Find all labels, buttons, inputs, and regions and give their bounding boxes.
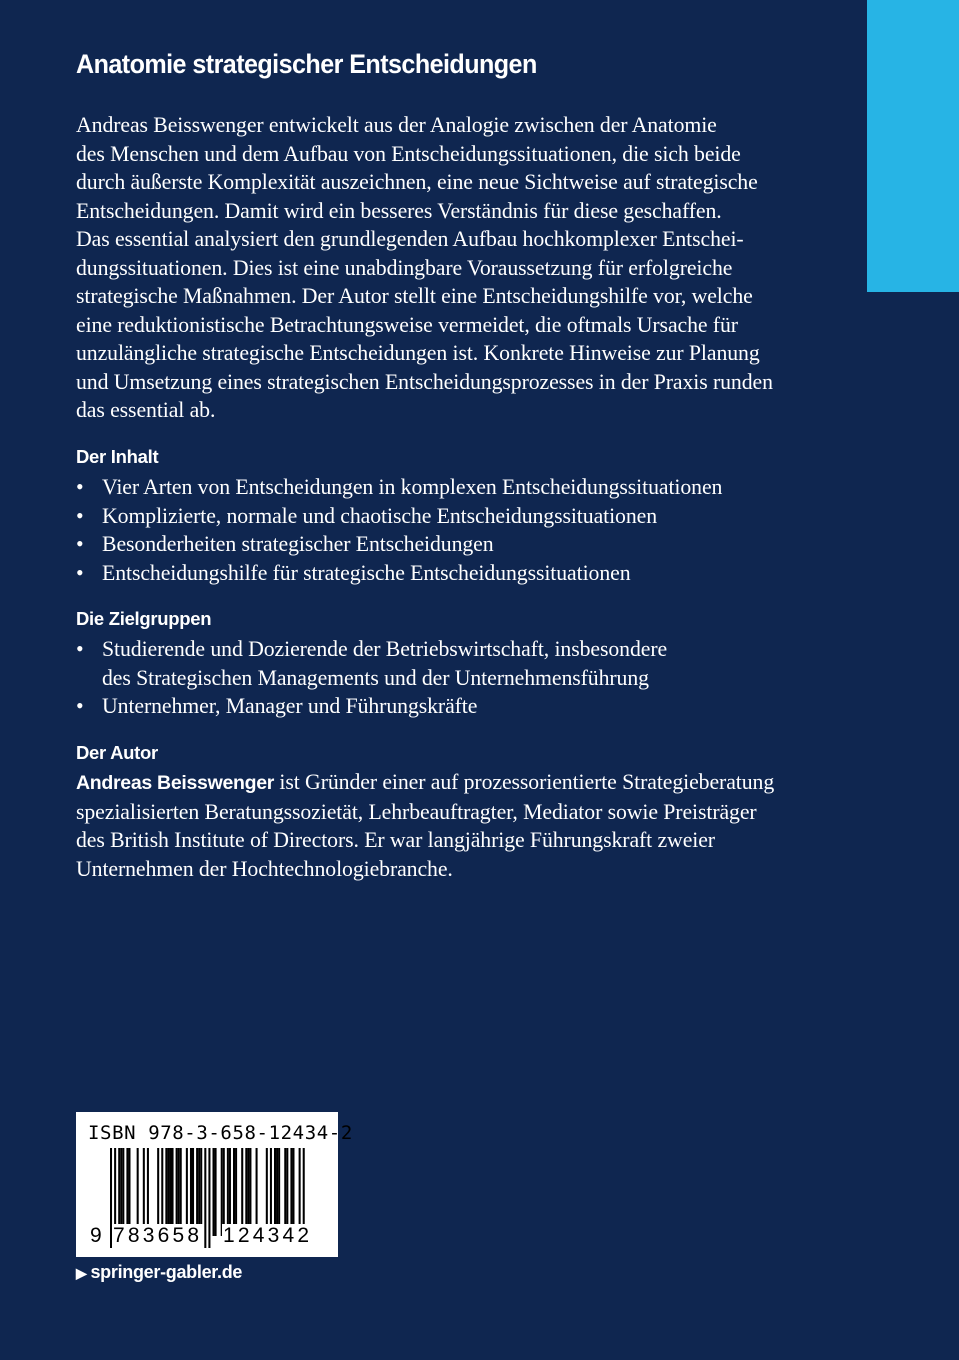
barcode-bar bbox=[128, 1148, 130, 1236]
barcode-bar bbox=[208, 1148, 210, 1248]
description-line: eine reduktionistische Betrachtungsweise vermeidet, die oftmals Ursache für bbox=[76, 312, 738, 337]
barcode-bar bbox=[161, 1148, 163, 1236]
barcode-bar bbox=[223, 1148, 225, 1236]
barcode-bar bbox=[278, 1148, 280, 1236]
zielgruppen-item: • Unternehmer, Manager und Führungskräfte bbox=[76, 692, 816, 721]
author-line: spezialisierten Beratungssozietät, Lehrbeauftragter, Mediator sowie Preisträger bbox=[76, 799, 757, 824]
barcode-bar bbox=[249, 1148, 251, 1236]
barcode-bar bbox=[169, 1148, 171, 1236]
bullet-icon: • bbox=[76, 532, 84, 556]
barcode-bar bbox=[270, 1148, 272, 1236]
author-bio: Andreas Beisswenger ist Gründer einer auf prozessorientierte Strategieberatung spezialisierten Beratungssozietät, Lehrbeauftragter, Mediator sowie Preisträger des British Institute of Directors. Er war langjährige Führungskraft zweier Unternehmen der Hochtechnologiebranche. bbox=[76, 768, 816, 883]
barcode-bar bbox=[143, 1148, 145, 1236]
barcode-bar bbox=[245, 1148, 247, 1236]
inhalt-item: • Vier Arten von Entscheidungen in komplexen Entscheidungssituationen bbox=[76, 473, 816, 502]
barcode-bar bbox=[227, 1148, 229, 1236]
inhalt-item: • Besonderheiten strategischer Entscheidungen bbox=[76, 530, 816, 559]
description-line: Das essential analysiert den grundlegenden Aufbau hochkomplexer Entschei- bbox=[76, 227, 744, 251]
barcode-bar bbox=[186, 1148, 188, 1236]
autor-heading: Der Autor bbox=[76, 742, 158, 763]
barcode-bar bbox=[213, 1148, 215, 1236]
barcode-bar bbox=[172, 1148, 174, 1236]
barcode-bar bbox=[221, 1148, 223, 1236]
barcode-bar bbox=[233, 1148, 235, 1236]
barcode-bar bbox=[276, 1148, 278, 1236]
barcode-bar bbox=[157, 1148, 159, 1236]
description-line: durch äußerste Komplexität auszeichnen, eine neue Sichtweise auf strategische bbox=[76, 170, 758, 194]
barcode-bar bbox=[215, 1148, 217, 1236]
zielgruppen-heading: Die Zielgruppen bbox=[76, 608, 212, 629]
barcode-bar bbox=[247, 1148, 249, 1236]
barcode-bar bbox=[235, 1148, 237, 1236]
bullet-icon: • bbox=[76, 475, 84, 499]
barcode-bar bbox=[120, 1148, 122, 1236]
description-line: des Menschen und dem Aufbau von Entscheidungssituationen, die sich beide bbox=[76, 141, 741, 166]
barcode-bar bbox=[274, 1148, 276, 1236]
description-line: strategische Maßnahmen. Der Autor stellt eine Entscheidungshilfe vor, welche bbox=[76, 284, 753, 308]
barcode-bar bbox=[292, 1148, 294, 1236]
barcode-bar bbox=[241, 1148, 243, 1236]
barcode-bar bbox=[178, 1148, 180, 1236]
description-line: dungssituationen. Dies ist eine unabdingbare Voraussetzung für erfolgreiche bbox=[76, 255, 733, 280]
barcode-bar bbox=[256, 1148, 258, 1236]
author-line: Unternehmen der Hochtechnologiebranche. bbox=[76, 856, 453, 881]
barcode-box bbox=[76, 1112, 353, 1257]
book-title: Anatomie strategischer Entscheidungen bbox=[76, 49, 537, 79]
barcode-bar bbox=[286, 1148, 288, 1236]
barcode-bar bbox=[126, 1148, 128, 1236]
barcode-bar bbox=[167, 1148, 169, 1236]
barcode-bar bbox=[190, 1148, 192, 1236]
arrow-right-icon: ▶ bbox=[76, 1265, 87, 1281]
description-line: Andreas Beisswenger entwickelt aus der Analogie zwischen der Anatomie bbox=[76, 113, 717, 137]
description-line: das essential ab. bbox=[76, 398, 216, 422]
publisher-website[interactable]: ▶ springer-gabler.de bbox=[76, 1262, 243, 1282]
barcode-bar bbox=[176, 1148, 178, 1236]
barcode-bar bbox=[200, 1148, 202, 1236]
description-line: Entscheidungen. Damit wird ein besseres Verständnis für diese geschaffen. bbox=[76, 198, 722, 223]
bullet-icon: • bbox=[76, 637, 84, 661]
barcode-bar bbox=[165, 1148, 167, 1236]
description bbox=[76, 111, 796, 425]
author-line: des British Institute of Directors. Er war langjährige Führungskraft zweier bbox=[76, 828, 715, 852]
description-line: unzulängliche strategische Entscheidungen ist. Konkrete Hinweise zur Planung bbox=[76, 341, 760, 365]
barcode-bar bbox=[180, 1148, 182, 1236]
author-name: Andreas Beisswenger bbox=[76, 772, 275, 794]
barcode-bar bbox=[266, 1148, 268, 1236]
bullet-icon: • bbox=[76, 560, 84, 585]
barcode-bar bbox=[229, 1148, 231, 1236]
barcode-bar bbox=[198, 1148, 200, 1236]
barcode-bar bbox=[137, 1148, 139, 1236]
barcode-bar bbox=[118, 1148, 120, 1236]
inhalt-list bbox=[76, 473, 816, 587]
inhalt-item: • Entscheidungshilfe für strategische Entscheidungssituationen bbox=[76, 559, 816, 588]
bullet-icon: • bbox=[76, 694, 84, 718]
barcode-bar bbox=[284, 1148, 286, 1236]
barcode-bar bbox=[192, 1148, 194, 1236]
barcode-bar bbox=[196, 1148, 198, 1236]
ean-left-group: 783658 bbox=[113, 1224, 203, 1247]
bullet-icon: • bbox=[76, 503, 84, 528]
inhalt-item: • Komplizierte, normale und chaotische Entscheidungssituationen bbox=[76, 502, 816, 531]
barcode-bar bbox=[147, 1148, 149, 1236]
ean-right-group: 124342 bbox=[223, 1224, 313, 1247]
barcode-bar bbox=[204, 1148, 206, 1248]
description-line: und Umsetzung eines strategischen Entscheidungsprozesses in der Praxis runden bbox=[76, 369, 773, 394]
isbn-label: ISBN 978-3-658-12434-2 bbox=[88, 1122, 353, 1144]
inhalt-heading: Der Inhalt bbox=[76, 446, 159, 467]
barcode-bar bbox=[122, 1148, 124, 1236]
zielgruppen-list bbox=[76, 635, 816, 721]
ean-first-digit: 9 bbox=[90, 1224, 102, 1247]
zielgruppen-item: • Studierende und Dozierende der Betriebswirtschaft, insbesondere des Strategischen Managements und der Unternehmensführung bbox=[76, 637, 668, 690]
accent-tab bbox=[867, 0, 959, 292]
barcode-bar bbox=[290, 1148, 292, 1236]
